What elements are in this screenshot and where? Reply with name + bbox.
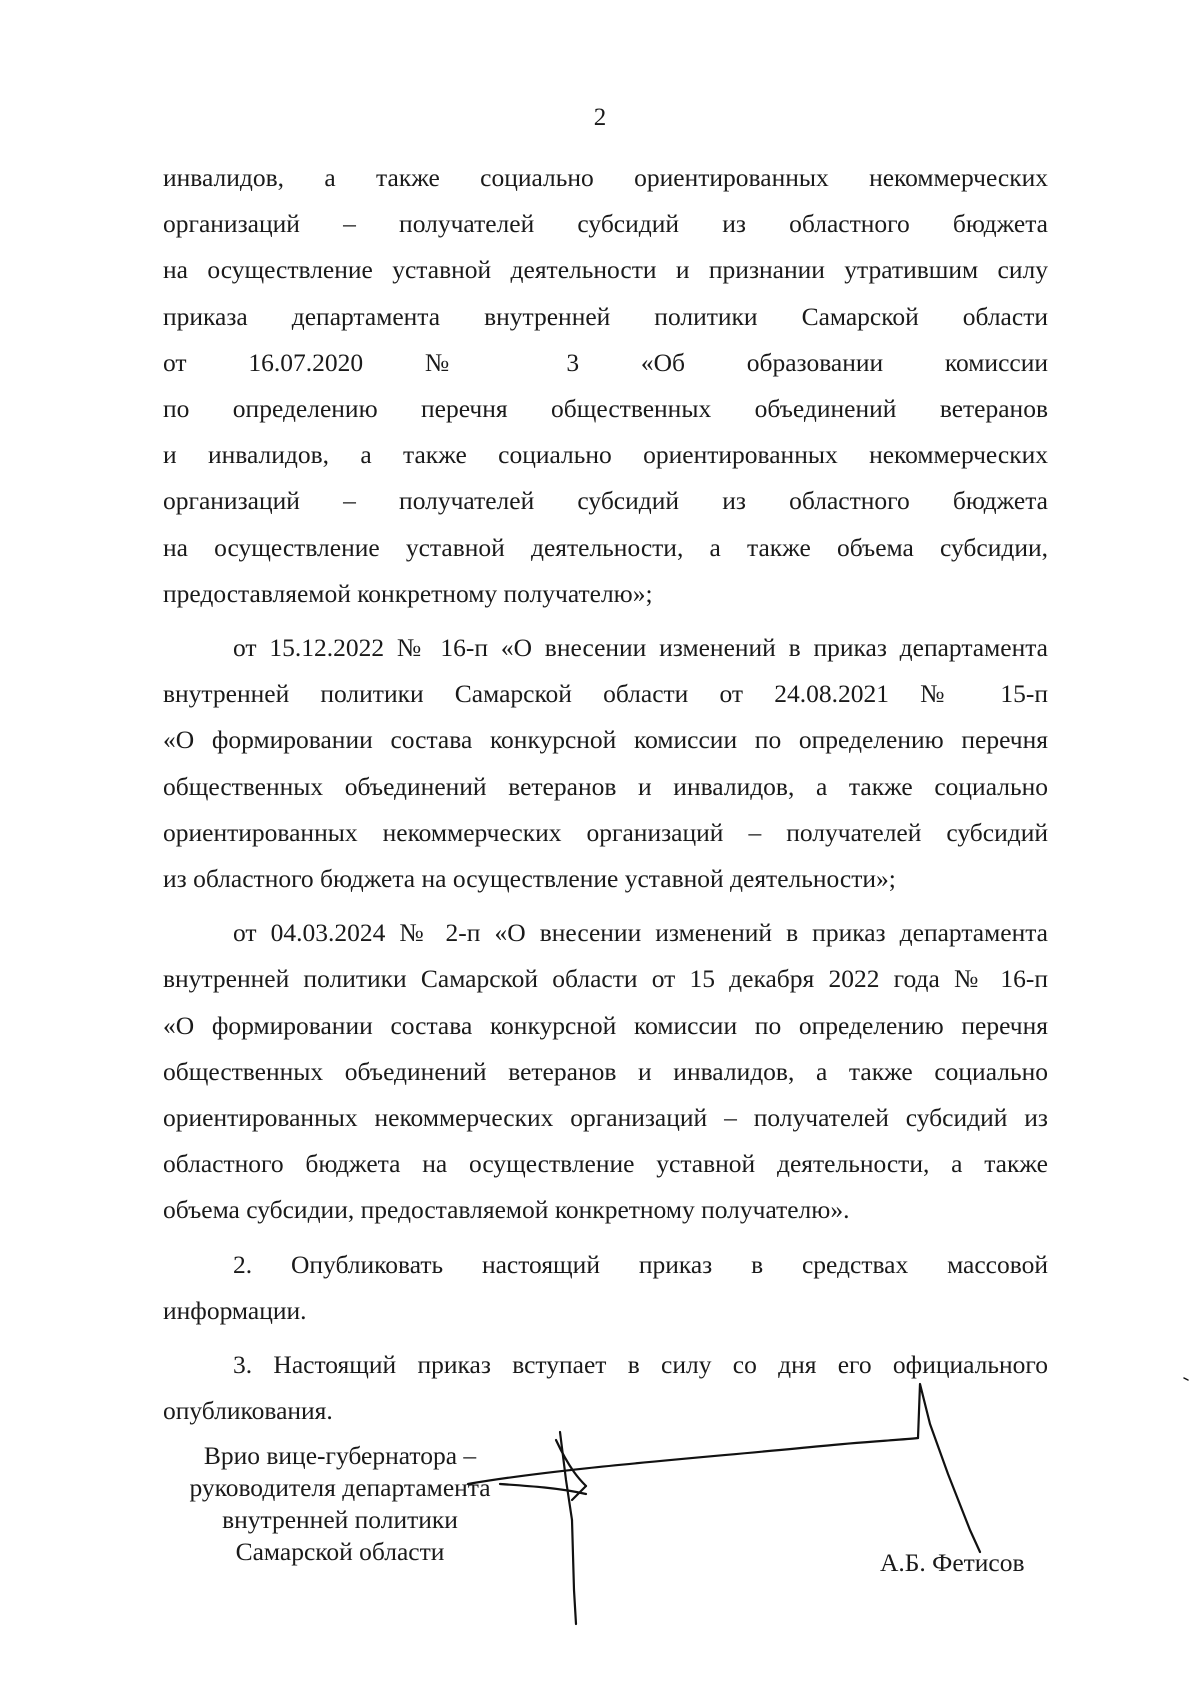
text-line: по определению перечня общественных объединений ветеранов [163,394,1048,424]
text-line: общественных объединений ветеранов и инвалидов, а также социально [163,1056,1048,1086]
text-line: на осуществление уставной деятельности, а также объема субсидии, [163,532,1048,562]
text-line: приказа департамента внутренней политики Самарской области [163,301,1048,331]
text-line: и инвалидов, а также социально ориентированных некоммерческих [163,440,1048,470]
text-line: предоставляемой конкретному получателю»; [163,578,653,608]
text-line: опубликования. [163,1396,333,1426]
paragraph-item-3 [163,1342,1048,1434]
page-number: 2 [593,104,607,131]
text-line: областного бюджета на осуществление уставной деятельности, а также [163,1149,1048,1179]
text-line: 2. Опубликовать настоящий приказ в средствах массовой [233,1249,1048,1279]
text-line: организаций – получателей субсидий из областного бюджета [163,209,1048,239]
text-line: ориентированных некоммерческих организаций – получателей субсидий из [163,1103,1048,1133]
signatory-position-line: Самарской области [235,1537,445,1566]
signatory-position [170,1440,510,1568]
text-line: организаций – получателей субсидий из областного бюджета [163,486,1048,516]
text-line: «О формировании состава конкурсной комиссии по определению перечня [163,725,1048,755]
text-line: «О формировании состава конкурсной комиссии по определению перечня [163,1010,1048,1040]
text-line: объема субсидии, предоставляемой конкретному получателю». [163,1195,850,1225]
text-line: 3. Настоящий приказ вступает в силу со дня его официального [233,1350,1048,1380]
text-line: внутренней политики Самарской области от 15 декабря 2022 года № 16-п [163,964,1048,994]
signatory-position-line: Врио вице-губернатора – [203,1441,477,1470]
text-line: от 15.12.2022 № 16-п «О внесении изменений в приказ департамента [233,633,1048,663]
text-line: инвалидов, а также социально ориентированных некоммерческих [163,163,1048,192]
text-line: от 04.03.2024 № 2-п «О внесении изменений в приказ департамента [233,918,1048,948]
signatory-position-line: руководителя департамента [189,1473,491,1502]
paragraph-2 [163,625,1048,902]
document-body [163,155,1048,1434]
paragraph-item-2 [163,1242,1048,1334]
paragraph-3 [163,910,1048,1233]
paragraph-1 [163,155,1048,617]
text-line: внутренней политики Самарской области от 24.08.2021 № 15-п [163,679,1048,709]
text-line: на осуществление уставной деятельности и признании утратившим силу [163,255,1048,285]
text-line: информации. [163,1295,307,1325]
signatory-name: А.Б. Фетисов [880,1548,1025,1577]
text-line: из областного бюджета на осуществление уставной деятельности»; [163,864,896,894]
text-line: ориентированных некоммерческих организаций – получателей субсидий [163,817,1048,847]
text-line: от 16.07.2020 № 3 «Об образовании комиссии [163,347,1048,377]
signatory-position-line: внутренней политики [222,1505,458,1534]
text-line: общественных объединений ветеранов и инвалидов, а также социально [163,771,1048,801]
